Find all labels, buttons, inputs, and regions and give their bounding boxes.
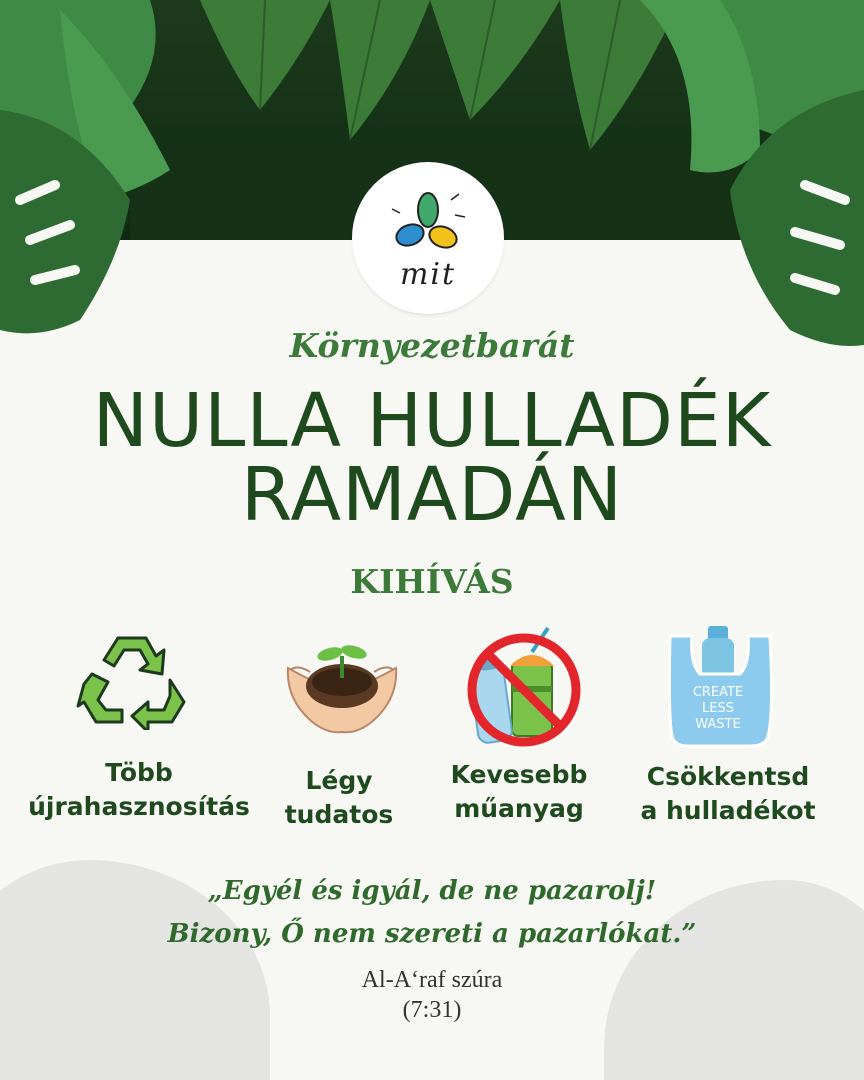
shopping-bag-icon xyxy=(664,624,784,744)
item-label-reduce-waste xyxy=(612,760,844,828)
item-label-less-plastic xyxy=(424,758,614,826)
logo-text: mit xyxy=(399,257,457,292)
item-label-mindful xyxy=(264,764,414,832)
quote-source xyxy=(0,965,864,1025)
challenge-heading: KIHÍVÁS xyxy=(350,562,514,601)
seedling-hands-icon xyxy=(282,626,402,746)
item-label-line-2: tudatos xyxy=(284,800,394,829)
source-line-2: (7:31) xyxy=(402,997,462,1023)
quote xyxy=(0,870,864,956)
bag-text-1: CREATE xyxy=(692,685,744,700)
item-label-line-1: Kevesebb xyxy=(450,760,588,789)
title-line-2: RAMADÁN xyxy=(240,452,624,538)
item-label-line-2: műanyag xyxy=(454,794,584,823)
bag-text-3: WASTE xyxy=(695,717,741,732)
subtitle: Környezetbarát xyxy=(289,326,575,365)
quote-line-1: „Egyél és igyál, de ne pazarolj! xyxy=(207,876,657,906)
item-label-line-1: Légy xyxy=(305,766,373,795)
item-label-recycle xyxy=(4,756,274,824)
bag-text-2: LESS xyxy=(702,701,734,716)
source-line-1: Al-A‘raf szúra xyxy=(361,967,503,993)
item-label-line-2: a hulladékot xyxy=(640,796,816,825)
no-plastic-icon xyxy=(466,626,586,746)
title-line-1: NULLA HULLADÉK xyxy=(92,378,772,464)
main-title xyxy=(0,378,864,538)
recycle-icon xyxy=(74,630,194,750)
quote-line-2: Bizony, Ő nem szereti a pazarlókat.” xyxy=(167,919,697,949)
item-label-line-1: Több xyxy=(105,758,173,787)
item-label-line-1: Csökkentsd xyxy=(646,762,810,791)
item-label-line-2: újrahasznosítás xyxy=(28,792,250,821)
mit-logo xyxy=(355,165,501,311)
